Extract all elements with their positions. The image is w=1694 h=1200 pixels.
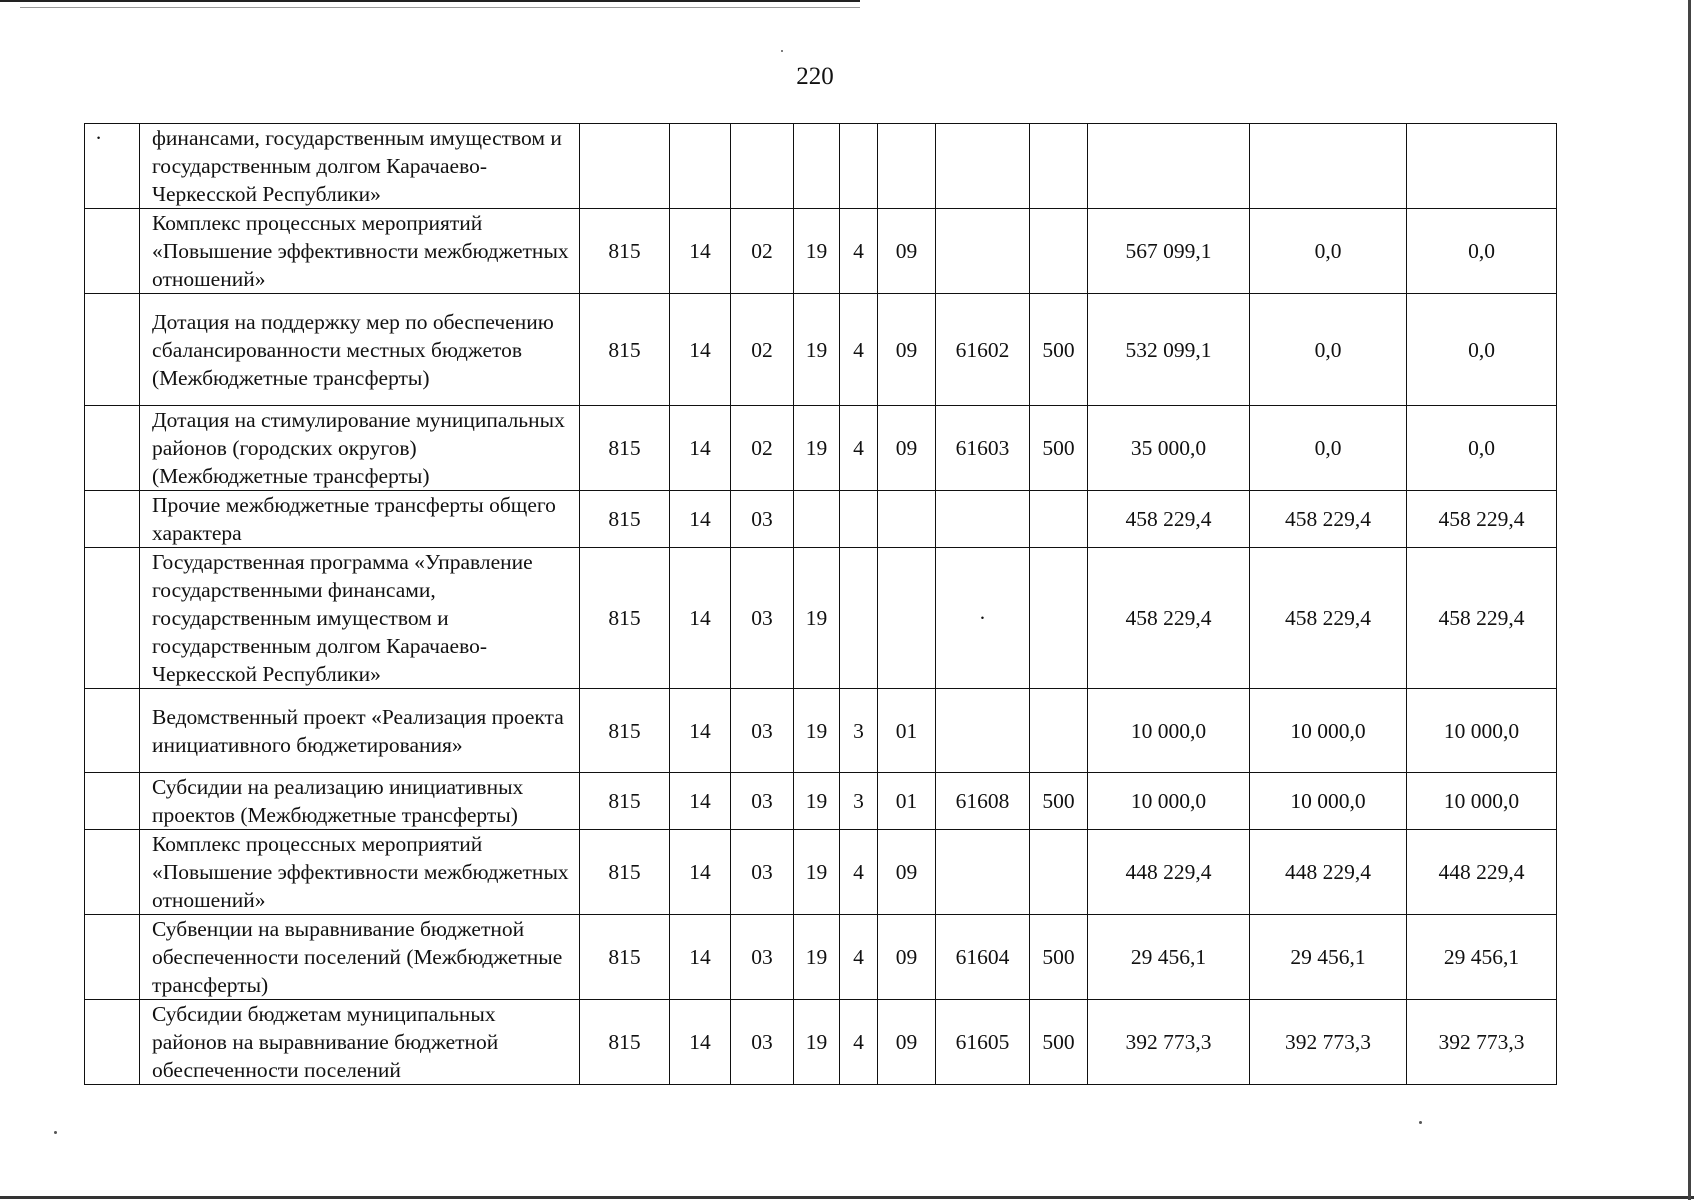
subprogram-code: 4 (840, 209, 878, 294)
amount-year-2: 448 229,4 (1250, 830, 1407, 915)
amount-year-1: 458 229,4 (1088, 548, 1250, 689)
scan-edge-bottom (0, 1196, 1694, 1199)
program-code (794, 124, 840, 209)
section-code: 14 (670, 689, 731, 773)
expense-code: 61602 (936, 294, 1030, 406)
subsection-code: 03 (731, 491, 794, 548)
row-marker (85, 209, 140, 294)
direction-code: 01 (878, 773, 936, 830)
amount-year-3: 29 456,1 (1407, 915, 1557, 1000)
row-marker: · (85, 124, 140, 209)
expense-type-code (1030, 491, 1088, 548)
amount-year-1: 532 099,1 (1088, 294, 1250, 406)
subsection-code: 03 (731, 689, 794, 773)
section-code: 14 (670, 773, 731, 830)
amount-year-3: 0,0 (1407, 406, 1557, 491)
item-name: Прочие межбюджетные трансферты общего характера (140, 491, 580, 548)
subsection-code: 03 (731, 915, 794, 1000)
amount-year-2: 0,0 (1250, 209, 1407, 294)
row-marker (85, 548, 140, 689)
ministry-code: 815 (580, 209, 670, 294)
row-marker (85, 1000, 140, 1085)
expense-code (936, 491, 1030, 548)
amount-year-2: 392 773,3 (1250, 1000, 1407, 1085)
program-code: 19 (794, 548, 840, 689)
amount-year-1: 29 456,1 (1088, 915, 1250, 1000)
scan-speck (781, 50, 783, 52)
section-code (670, 124, 731, 209)
expense-code: · (936, 548, 1030, 689)
expense-code: 61608 (936, 773, 1030, 830)
table-row (85, 830, 1557, 915)
item-name: Государственная программа «Управление государственными финансами, государственным имуществом и государственным долгом Карачаево-Черкесской Республики» (140, 548, 580, 689)
expense-code (936, 209, 1030, 294)
amount-year-3: 448 229,4 (1407, 830, 1557, 915)
program-code: 19 (794, 1000, 840, 1085)
table-row (85, 548, 1557, 689)
section-code: 14 (670, 830, 731, 915)
item-name: финансами, государственным имуществом и государственным долгом Карачаево-Черкесской Республики» (140, 124, 580, 209)
section-code: 14 (670, 406, 731, 491)
program-code: 19 (794, 209, 840, 294)
direction-code (878, 124, 936, 209)
ministry-code: 815 (580, 830, 670, 915)
expense-type-code (1030, 830, 1088, 915)
item-name: Дотация на поддержку мер по обеспечению сбалансированности местных бюджетов (Межбюджетные трансферты) (140, 294, 580, 406)
table-body (85, 124, 1557, 1085)
scan-edge-right (1688, 0, 1691, 1200)
expense-type-code: 500 (1030, 915, 1088, 1000)
section-code: 14 (670, 548, 731, 689)
direction-code: 09 (878, 294, 936, 406)
program-code: 19 (794, 915, 840, 1000)
amount-year-1: 35 000,0 (1088, 406, 1250, 491)
row-marker (85, 491, 140, 548)
amount-year-1: 448 229,4 (1088, 830, 1250, 915)
amount-year-3: 0,0 (1407, 209, 1557, 294)
amount-year-2: 458 229,4 (1250, 548, 1407, 689)
amount-year-1: 10 000,0 (1088, 689, 1250, 773)
amount-year-3 (1407, 124, 1557, 209)
scan-speck (54, 1131, 57, 1134)
expense-type-code (1030, 209, 1088, 294)
row-marker (85, 830, 140, 915)
ministry-code: 815 (580, 406, 670, 491)
subsection-code: 03 (731, 830, 794, 915)
budget-table (84, 123, 1557, 1085)
item-name: Комплекс процессных мероприятий «Повышение эффективности межбюджетных отношений» (140, 209, 580, 294)
amount-year-2 (1250, 124, 1407, 209)
scan-edge-top-faint (20, 7, 860, 8)
ministry-code: 815 (580, 1000, 670, 1085)
subprogram-code (840, 548, 878, 689)
program-code: 19 (794, 294, 840, 406)
table-row (85, 491, 1557, 548)
subsection-code: 02 (731, 209, 794, 294)
item-name: Комплекс процессных мероприятий «Повышение эффективности межбюджетных отношений» (140, 830, 580, 915)
program-code: 19 (794, 406, 840, 491)
table-row (85, 689, 1557, 773)
subprogram-code (840, 124, 878, 209)
table-row (85, 406, 1557, 491)
program-code: 19 (794, 830, 840, 915)
expense-type-code (1030, 548, 1088, 689)
ministry-code: 815 (580, 689, 670, 773)
amount-year-3: 10 000,0 (1407, 689, 1557, 773)
row-marker (85, 406, 140, 491)
ministry-code: 815 (580, 491, 670, 548)
amount-year-2: 10 000,0 (1250, 689, 1407, 773)
amount-year-1: 567 099,1 (1088, 209, 1250, 294)
direction-code: 09 (878, 830, 936, 915)
direction-code: 09 (878, 209, 936, 294)
subprogram-code (840, 491, 878, 548)
table-row (85, 209, 1557, 294)
section-code: 14 (670, 1000, 731, 1085)
item-name: Дотация на стимулирование муниципальных районов (городских округов) (Межбюджетные трансферты) (140, 406, 580, 491)
ministry-code: 815 (580, 915, 670, 1000)
subsection-code: 03 (731, 773, 794, 830)
table-row (85, 915, 1557, 1000)
amount-year-1: 10 000,0 (1088, 773, 1250, 830)
row-marker (85, 689, 140, 773)
expense-type-code: 500 (1030, 773, 1088, 830)
amount-year-1 (1088, 124, 1250, 209)
item-name: Субвенции на выравнивание бюджетной обеспеченности поселений (Межбюджетные трансферты) (140, 915, 580, 1000)
direction-code: 09 (878, 915, 936, 1000)
expense-type-code: 500 (1030, 1000, 1088, 1085)
scan-edge-top (0, 0, 860, 2)
amount-year-2: 0,0 (1250, 294, 1407, 406)
expense-type-code: 500 (1030, 406, 1088, 491)
expense-code (936, 124, 1030, 209)
scan-speck (1419, 1121, 1422, 1124)
ministry-code: 815 (580, 773, 670, 830)
table-row (85, 294, 1557, 406)
amount-year-1: 392 773,3 (1088, 1000, 1250, 1085)
subsection-code (731, 124, 794, 209)
ministry-code (580, 124, 670, 209)
amount-year-1: 458 229,4 (1088, 491, 1250, 548)
subprogram-code: 4 (840, 915, 878, 1000)
page-number: 220 (796, 63, 834, 90)
direction-code (878, 548, 936, 689)
subprogram-code: 4 (840, 294, 878, 406)
item-name: Ведомственный проект «Реализация проекта инициативного бюджетирования» (140, 689, 580, 773)
section-code: 14 (670, 491, 731, 548)
section-code: 14 (670, 915, 731, 1000)
direction-code: 01 (878, 689, 936, 773)
direction-code: 09 (878, 406, 936, 491)
ministry-code: 815 (580, 294, 670, 406)
row-marker (85, 773, 140, 830)
amount-year-3: 10 000,0 (1407, 773, 1557, 830)
subprogram-code: 4 (840, 406, 878, 491)
amount-year-3: 458 229,4 (1407, 548, 1557, 689)
amount-year-3: 458 229,4 (1407, 491, 1557, 548)
direction-code (878, 491, 936, 548)
table-row (85, 1000, 1557, 1085)
direction-code: 09 (878, 1000, 936, 1085)
table-row (85, 124, 1557, 209)
amount-year-2: 10 000,0 (1250, 773, 1407, 830)
program-code: 19 (794, 773, 840, 830)
row-marker (85, 294, 140, 406)
subsection-code: 03 (731, 1000, 794, 1085)
amount-year-3: 0,0 (1407, 294, 1557, 406)
subsection-code: 02 (731, 406, 794, 491)
amount-year-2: 0,0 (1250, 406, 1407, 491)
expense-code (936, 830, 1030, 915)
expense-code: 61604 (936, 915, 1030, 1000)
item-name: Субсидии на реализацию инициативных проектов (Межбюджетные трансферты) (140, 773, 580, 830)
amount-year-2: 29 456,1 (1250, 915, 1407, 1000)
expense-code: 61605 (936, 1000, 1030, 1085)
program-code (794, 491, 840, 548)
amount-year-2: 458 229,4 (1250, 491, 1407, 548)
subprogram-code: 4 (840, 830, 878, 915)
subsection-code: 03 (731, 548, 794, 689)
subsection-code: 02 (731, 294, 794, 406)
table-row (85, 773, 1557, 830)
amount-year-3: 392 773,3 (1407, 1000, 1557, 1085)
subprogram-code: 3 (840, 773, 878, 830)
row-marker (85, 915, 140, 1000)
program-code: 19 (794, 689, 840, 773)
expense-type-code (1030, 124, 1088, 209)
expense-type-code: 500 (1030, 294, 1088, 406)
expense-code: 61603 (936, 406, 1030, 491)
section-code: 14 (670, 209, 731, 294)
expense-code (936, 689, 1030, 773)
subprogram-code: 4 (840, 1000, 878, 1085)
expense-type-code (1030, 689, 1088, 773)
item-name: Субсидии бюджетам муниципальных районов на выравнивание бюджетной обеспеченности поселений (140, 1000, 580, 1085)
section-code: 14 (670, 294, 731, 406)
ministry-code: 815 (580, 548, 670, 689)
subprogram-code: 3 (840, 689, 878, 773)
